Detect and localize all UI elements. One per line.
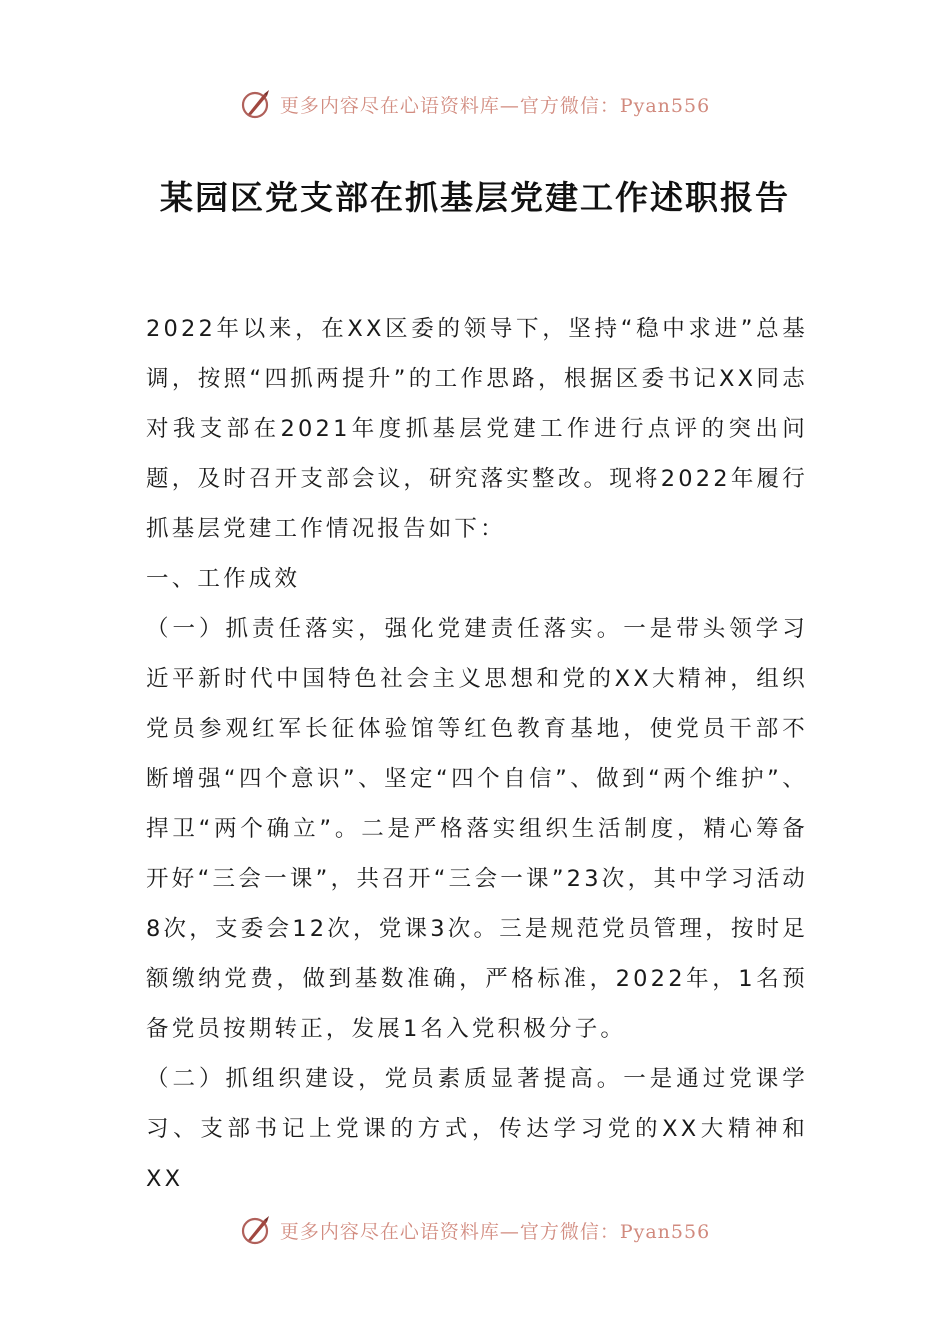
paragraph-responsibility: （一）抓责任落实，强化党建责任落实。一是带头领学习近平新时代中国特色社会主义思想和党的XX大精神，组织党员参观红军长征体验馆等红色教育基地，使党员干部不断增强“四个意识”、坚定“四个自信”、做到“两个维护”、捍卫“两个确立”。二是严格落实组织生活制度，精心筹备开好“三会一课”，共召开“三会一课”23次，其中学习活动8次，支委会12次，党课3次。三是规范党员管理，按时足额缴纳党费，做到基数准确，严格标准，2022年，1名预备党员按期转正，发展1名入党积极分子。 — [146, 616, 808, 1042]
quill-pen-logo-icon — [240, 1214, 272, 1246]
paragraph-organization: （二）抓组织建设，党员素质显著提高。一是通过党课学习、支部书记上党课的方式，传达学习党的XX大精神和XX — [146, 1066, 808, 1192]
watermark-text: 更多内容尽在心语资料库—官方微信：Pyan556 — [279, 1220, 711, 1243]
paragraph-intro: 2022年以来，在XX区委的领导下，坚持“稳中求进”总基调，按照“四抓两提升”的工作思路，根据区委书记XX同志对我支部在2021年度抓基层党建工作进行点评的突出问题，及时召开支部会议，研究落实整改。现将2022年履行抓基层党建工作情况报告如下： — [146, 316, 808, 542]
document-title: 某园区党支部在抓基层党建工作述职报告 — [160, 178, 790, 217]
header-watermark — [0, 84, 950, 124]
document-body — [146, 304, 808, 1204]
quill-pen-logo-icon — [240, 88, 272, 120]
footer-watermark — [0, 1210, 950, 1250]
watermark-text: 更多内容尽在心语资料库—官方微信：Pyan556 — [279, 94, 711, 117]
section-heading: 一、工作成效 — [146, 566, 301, 592]
